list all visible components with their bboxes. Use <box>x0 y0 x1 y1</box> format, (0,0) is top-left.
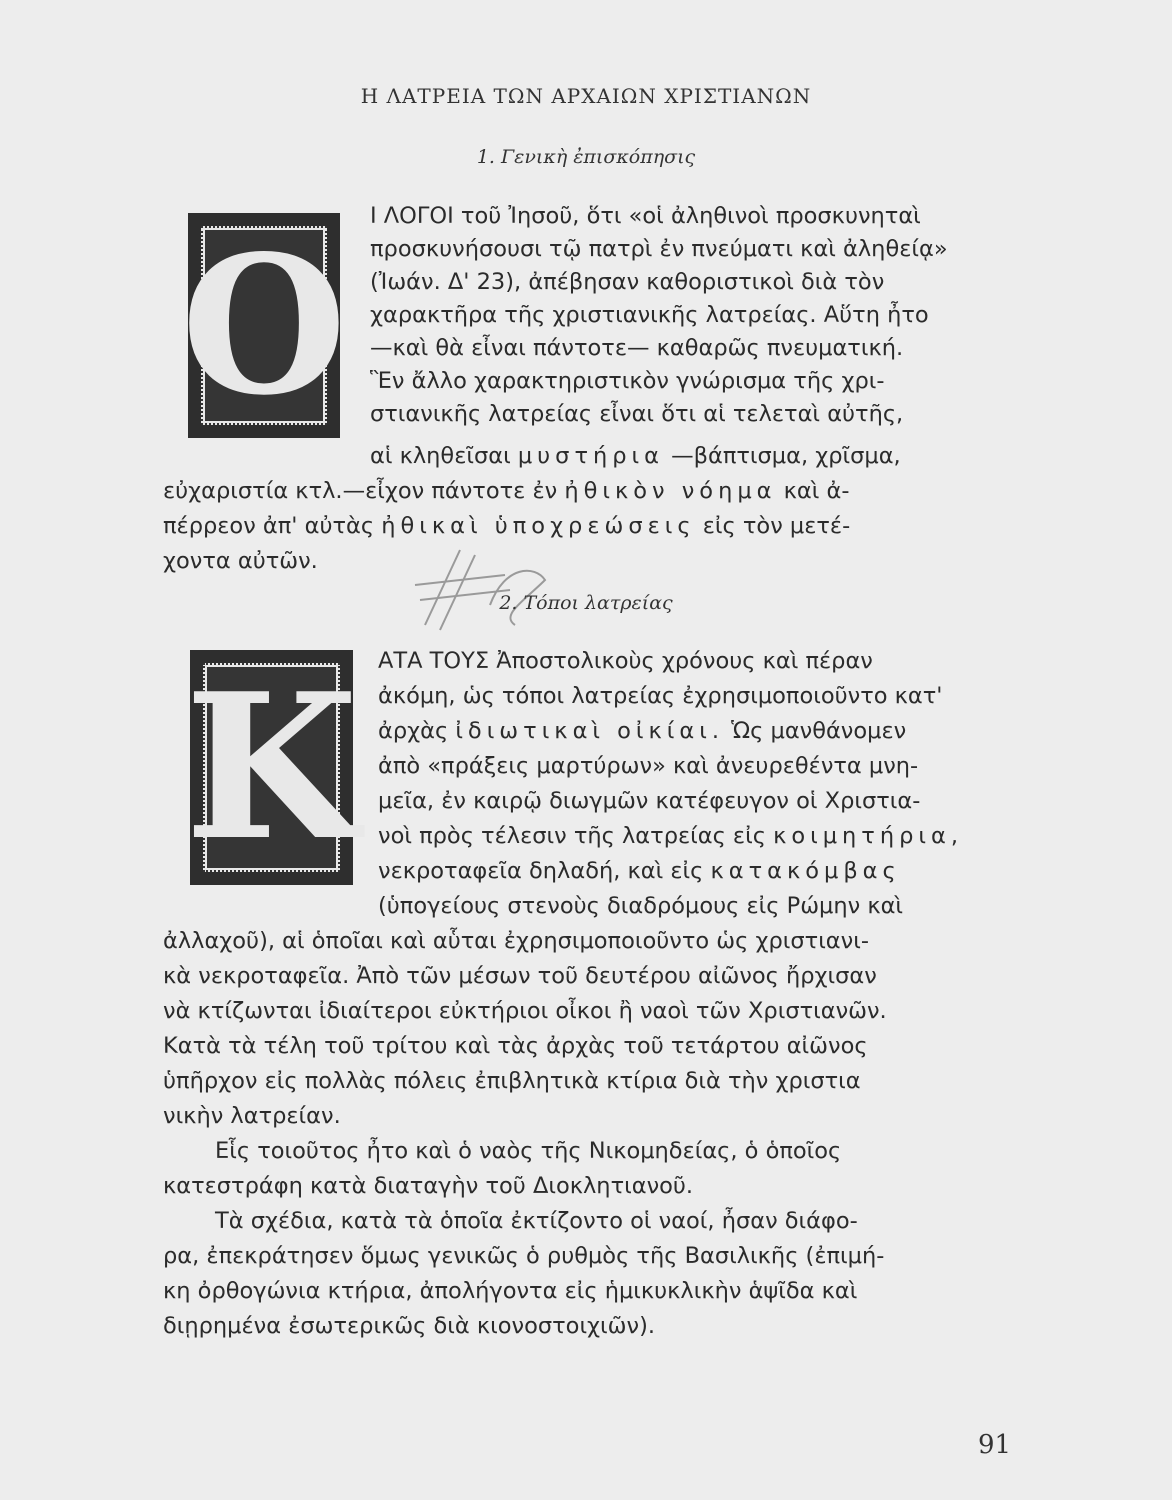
text-line: ἀλλαχοῦ), αἱ ὁποῖαι καὶ αὗται ἐχρησιμοποιοῦντο ὡς χριστιανι- <box>163 928 869 954</box>
text-line <box>378 820 963 853</box>
text-line: νικὴν λατρείαν. <box>163 1103 341 1129</box>
text-run: νεκροταφεῖα δηλαδή, καὶ εἰς <box>378 858 711 884</box>
emphasis-mysteria: μυστήρια <box>517 443 664 469</box>
text-run: εὐχαριστία κτλ.—εἶχον πάντοτε ἐν <box>163 478 565 504</box>
text-run: νοὶ πρὸς τέλεσιν τῆς λατρείας εἰς <box>378 823 774 849</box>
text-line: (Ἰωάν. Δ' 23), ἀπέβησαν καθοριστικοὶ διὰ τὸν <box>370 269 885 295</box>
text-line: (ὑπογείους στενοὺς διαδρόμους εἰς Ρώμην καὶ <box>378 893 904 919</box>
emphasis-catacombs: κατακόμβας <box>710 858 901 884</box>
text-run: εἰς τὸν μετέ- <box>695 513 851 539</box>
page-number: 91 <box>978 1430 1012 1460</box>
ornate-initial-o <box>181 213 347 438</box>
text-line: Ι ΛΟΓΟΙ τοῦ Ἰησοῦ, ὅτι «οἱ ἀληθινοὶ προσκυνηταὶ <box>370 203 921 229</box>
text-line: ρα, ἐπεκράτησεν ὅμως γενικῶς ὁ ρυθμὸς τῆς Βασιλικῆς (ἐπιμή- <box>163 1243 885 1269</box>
pencil-scribble-mark <box>405 545 555 635</box>
text-run: ἀρχὰς <box>378 718 456 744</box>
text-line: ἀπὸ «πράξεις μαρτύρων» καὶ ἀνευρεθέντα μνη- <box>378 753 919 779</box>
text-line: Τὰ σχέδια, κατὰ τὰ ὁποῖα ἐκτίζοντο οἱ ναοί, ἦσαν διάφο- <box>215 1208 858 1234</box>
text-line: Εἷς τοιοῦτος ἦτο καὶ ὁ ναὸς τῆς Νικομηδείας, ὁ ὁποῖος <box>215 1138 842 1164</box>
initial-letter-k: Κ <box>184 650 359 885</box>
text-line: ἀκόμη, ὡς τόποι λατρείας ἐχρησιμοποιοῦντο κατ' <box>378 683 943 709</box>
text-line: χοντα αὐτῶν. <box>163 548 318 574</box>
running-header: Η ΛΑΤΡΕΙΑ ΤΩΝ ΑΡΧΑΙΩΝ ΧΡΙΣΤΙΑΝΩΝ <box>360 84 812 108</box>
text-line: —καὶ θὰ εἶναι πάντοτε— καθαρῶς πνευματική. <box>370 335 904 361</box>
emphasis-ethical-obligations: ἠθικαὶ ὑποχρεώσεις <box>381 513 696 539</box>
emphasis-cemeteries: κοιμητήρια, <box>773 823 963 849</box>
text-line: χαρακτῆρα τῆς χριστιανικῆς λατρείας. Αὕτη ἦτο <box>370 302 929 328</box>
text-line <box>163 475 849 508</box>
text-line: κατεστράφη κατὰ διαταγὴν τοῦ Διοκλητιανοῦ. <box>163 1173 694 1199</box>
text-line <box>378 715 906 748</box>
text-line: διῃρημένα ἐσωτερικῶς διὰ κιονοστοιχιῶν). <box>163 1313 656 1339</box>
text-line: προσκυνήσουσι τῷ πατρὶ ἐν πνεύματι καὶ ἀληθείᾳ» <box>370 236 948 262</box>
text-run: αἱ κληθεῖσαι <box>370 443 518 469</box>
text-run: —βάπτισμα, χρῖσμα, <box>663 443 901 469</box>
text-line <box>370 440 901 473</box>
section-title-places-of-worship: 2. Τόποι λατρείας <box>499 592 673 614</box>
text-line: Ἓν ἄλλο χαρακτηριστικὸν γνώρισμα τῆς χρι- <box>370 368 885 394</box>
text-run: πέρρεον ἀπ' αὐτὰς <box>163 513 382 539</box>
text-line: ΑΤΑ ΤΟΥΣ Ἀποστολικοὺς χρόνους καὶ πέραν <box>378 648 873 674</box>
text-run: Ὡς μανθάνομεν <box>724 718 907 744</box>
initial-letter-o: Ο <box>181 214 347 437</box>
emphasis-private-houses: ἰδιωτικαὶ οἰκίαι. <box>455 718 725 744</box>
text-line: ὑπῆρχον εἰς πολλὰς πόλεις ἐπιβλητικὰ κτίρια διὰ τὴν χριστια <box>163 1068 861 1094</box>
ornate-initial-k <box>184 650 359 885</box>
text-line: στιανικῆς λατρείας εἶναι ὅτι αἱ τελεταὶ αὐτῆς, <box>370 401 904 427</box>
text-line: κὰ νεκροταφεῖα. Ἀπὸ τῶν μέσων τοῦ δευτέρου αἰῶνος ἤρχισαν <box>163 963 877 989</box>
text-line: Κατὰ τὰ τέλη τοῦ τρίτου καὶ τὰς ἀρχὰς τοῦ τετάρτου αἰῶνος <box>163 1033 868 1059</box>
emphasis-ethical-meaning: ἠθικὸν νόημα <box>564 478 777 504</box>
text-line <box>378 855 901 888</box>
section-title-general-overview: 1. Γενικὴ ἐπισκόπησις <box>476 146 696 168</box>
text-line: μεῖα, ἐν καιρῷ διωγμῶν κατέφευγον οἱ Χριστια- <box>378 788 921 814</box>
text-line: νὰ κτίζωνται ἰδιαίτεροι εὐκτήριοι οἶκοι ἢ ναοὶ τῶν Χριστιανῶν. <box>163 998 887 1024</box>
text-run: καὶ ἀ- <box>776 478 850 504</box>
text-line: κη ὀρθογώνια κτήρια, ἀπολήγοντα εἰς ἡμικυκλικὴν ἁψῖδα καὶ <box>163 1278 858 1304</box>
text-line <box>163 510 850 543</box>
